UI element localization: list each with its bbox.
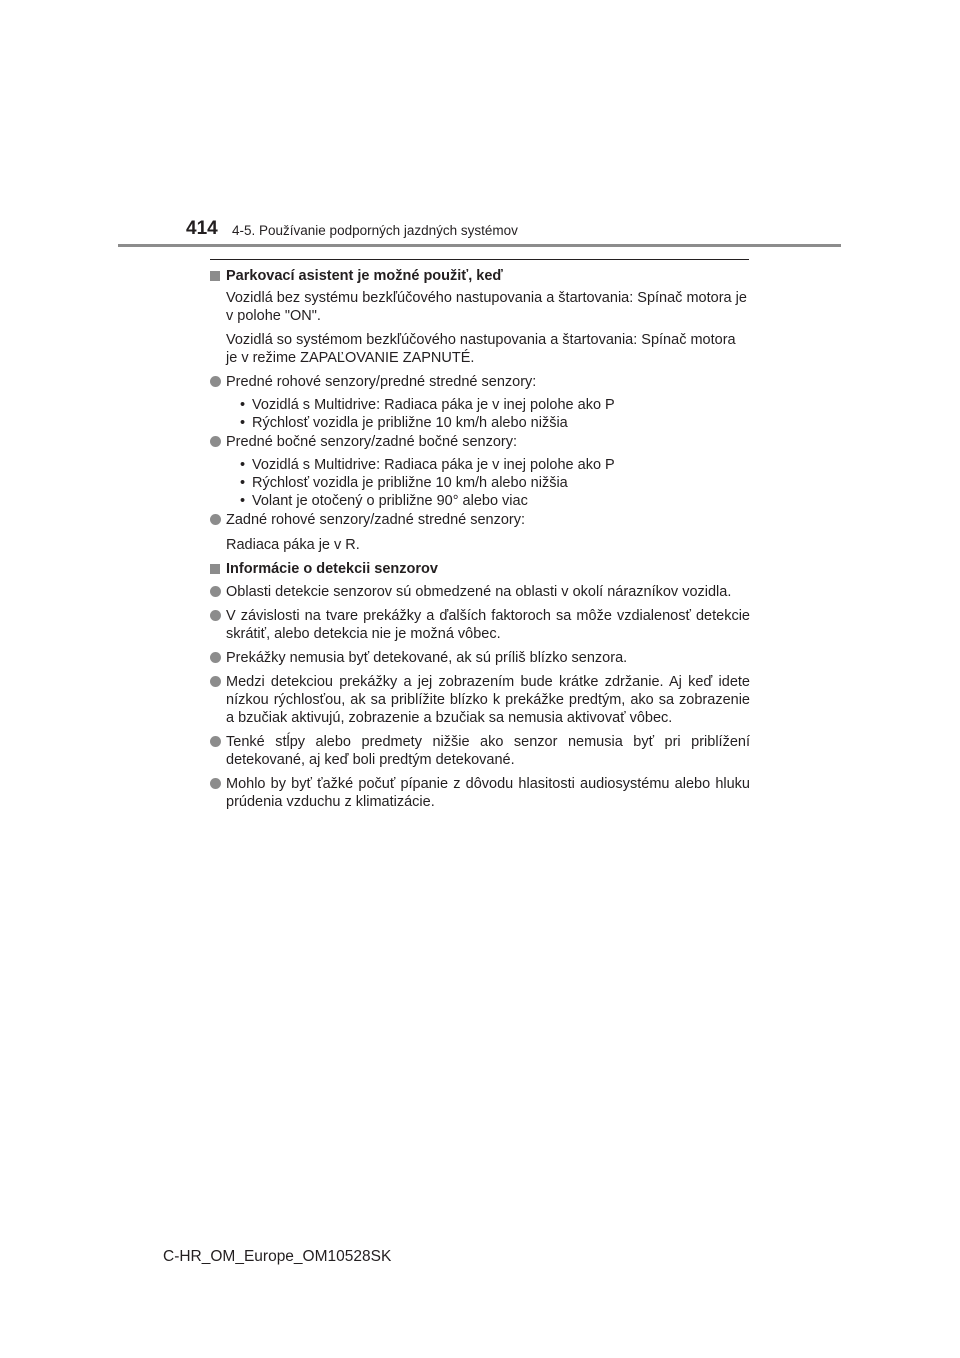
- circle-bullet-icon: [210, 778, 221, 789]
- circle-bullet-icon: [210, 736, 221, 747]
- circle-bullet-icon: [210, 436, 221, 447]
- sub-list-item: • Rýchlosť vozidla je približne 10 km/h alebo nižšia: [210, 474, 750, 492]
- circle-bullet-icon: [210, 376, 221, 387]
- list-item: Prekážky nemusia byť detekované, ak sú príliš blízko senzora.: [210, 649, 750, 667]
- circle-bullet-icon: [210, 652, 221, 663]
- circle-bullet-icon: [210, 610, 221, 621]
- list-item: Tenké stĺpy alebo predmety nižšie ako senzor nemusia byť pri priblížení detekované, aj keď boli predtým detekované.: [210, 733, 750, 769]
- square-bullet-icon: [210, 271, 220, 281]
- sub-list-item: • Volant je otočený o približne 90° alebo viac: [210, 492, 750, 510]
- list-item: Mohlo by byť ťažké počuť pípanie z dôvodu hlasitosti audiosystému alebo hluku prúdenia vzduchu z klimatizácie.: [210, 775, 750, 811]
- sub-list-item: • Rýchlosť vozidla je približne 10 km/h alebo nižšia: [210, 414, 750, 432]
- list-item: V závislosti na tvare prekážky a ďalších faktoroch sa môže vzdialenosť detekcie skrátiť, alebo detekcia nie je možná vôbec.: [210, 607, 750, 643]
- circle-bullet-icon: [210, 586, 221, 597]
- paragraph-no-keyless: Vozidlá bez systému bezkľúčového nastupovania a štartovania: Spínač motora je v polohe "ON".: [226, 290, 747, 324]
- list-item: Predné rohové senzory/predné stredné senzory:: [210, 373, 750, 391]
- square-bullet-icon: [210, 564, 220, 574]
- circle-bullet-icon: [210, 514, 221, 525]
- paragraph-keyless: Vozidlá so systémom bezkľúčového nastupovania a štartovania: Spínač motora je v režime ZAPAĽOVANIE ZAPNUTÉ.: [226, 332, 736, 366]
- list-item: Oblasti detekcie senzorov sú obmedzené na oblasti v okolí nárazníkov vozidla.: [210, 583, 750, 601]
- section-title: 4-5. Používanie podporných jazdných systémov: [232, 223, 518, 238]
- circle-bullet-icon: [210, 676, 221, 687]
- list-item: Predné bočné senzory/zadné bočné senzory:: [210, 433, 750, 451]
- sub-list-item: • Vozidlá s Multidrive: Radiaca páka je v inej polohe ako P: [210, 396, 750, 414]
- sub-list-item: • Vozidlá s Multidrive: Radiaca páka je v inej polohe ako P: [210, 456, 750, 474]
- section-heading-usage: Parkovací asistent je možné použiť, keď: [210, 267, 750, 285]
- list-item: Zadné rohové senzory/zadné stredné senzory:: [210, 511, 750, 529]
- section-rule: [210, 259, 749, 260]
- footer-doc-code: C-HR_OM_Europe_OM10528SK: [163, 1248, 392, 1265]
- page-number: 414: [186, 218, 218, 239]
- section-heading-detection: Informácie o detekcii senzorov: [210, 560, 750, 578]
- content: [210, 265, 750, 811]
- list-item: Medzi detekciou prekážky a jej zobrazením bude krátke zdržanie. Aj keď idete nízkou rýchlosťou, ak sa priblížite blízko k prekážke predtým, ako sa zobrazenie a bzučiak aktivujú, zobrazenie a bzučiak sa nemusia aktivovať vôbec.: [210, 673, 750, 727]
- paragraph-rear: Radiaca páka je v R.: [226, 537, 360, 553]
- header-rule: [118, 244, 841, 247]
